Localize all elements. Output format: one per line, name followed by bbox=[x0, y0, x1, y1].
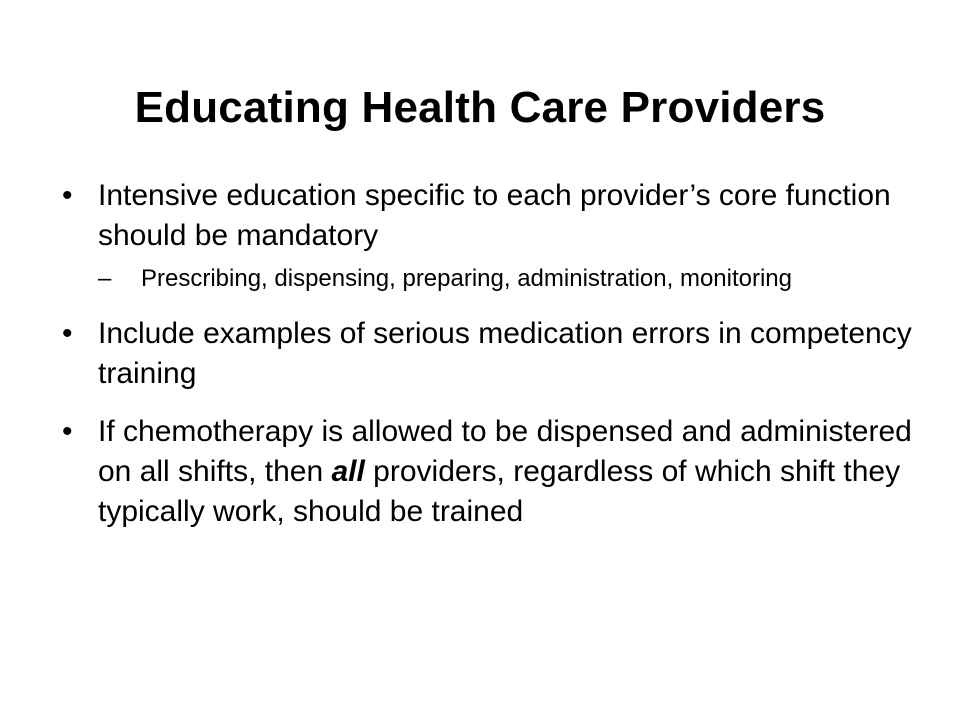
sub-bullet-marker: – bbox=[98, 265, 112, 292]
bullet-marker: • bbox=[62, 317, 73, 350]
bullet-list bbox=[62, 176, 912, 532]
bullet-text bbox=[98, 412, 912, 532]
bullet-marker: • bbox=[62, 415, 73, 448]
bullet-text: Intensive education specific to each provider’s core function should be mandatory bbox=[98, 179, 891, 252]
emphasis-text: all bbox=[331, 455, 365, 488]
bullet-text: Include examples of serious medication errors in competency training bbox=[98, 317, 912, 390]
bullet-item bbox=[62, 412, 912, 532]
sub-bullet-text: Prescribing, dispensing, preparing, administration, monitoring bbox=[141, 265, 792, 292]
bullet-item bbox=[62, 176, 912, 256]
slide-title: Educating Health Care Providers bbox=[134, 83, 826, 132]
sub-bullet-item bbox=[98, 262, 912, 296]
bullet-text-before: If chemotherapy is allowed to be dispensed and administered on all shifts, then bbox=[98, 415, 912, 488]
bullet-text-after: providers, regardless of which shift they typically work, should be trained bbox=[98, 455, 901, 528]
bullet-item bbox=[62, 314, 912, 394]
bullet-marker: • bbox=[62, 179, 73, 212]
